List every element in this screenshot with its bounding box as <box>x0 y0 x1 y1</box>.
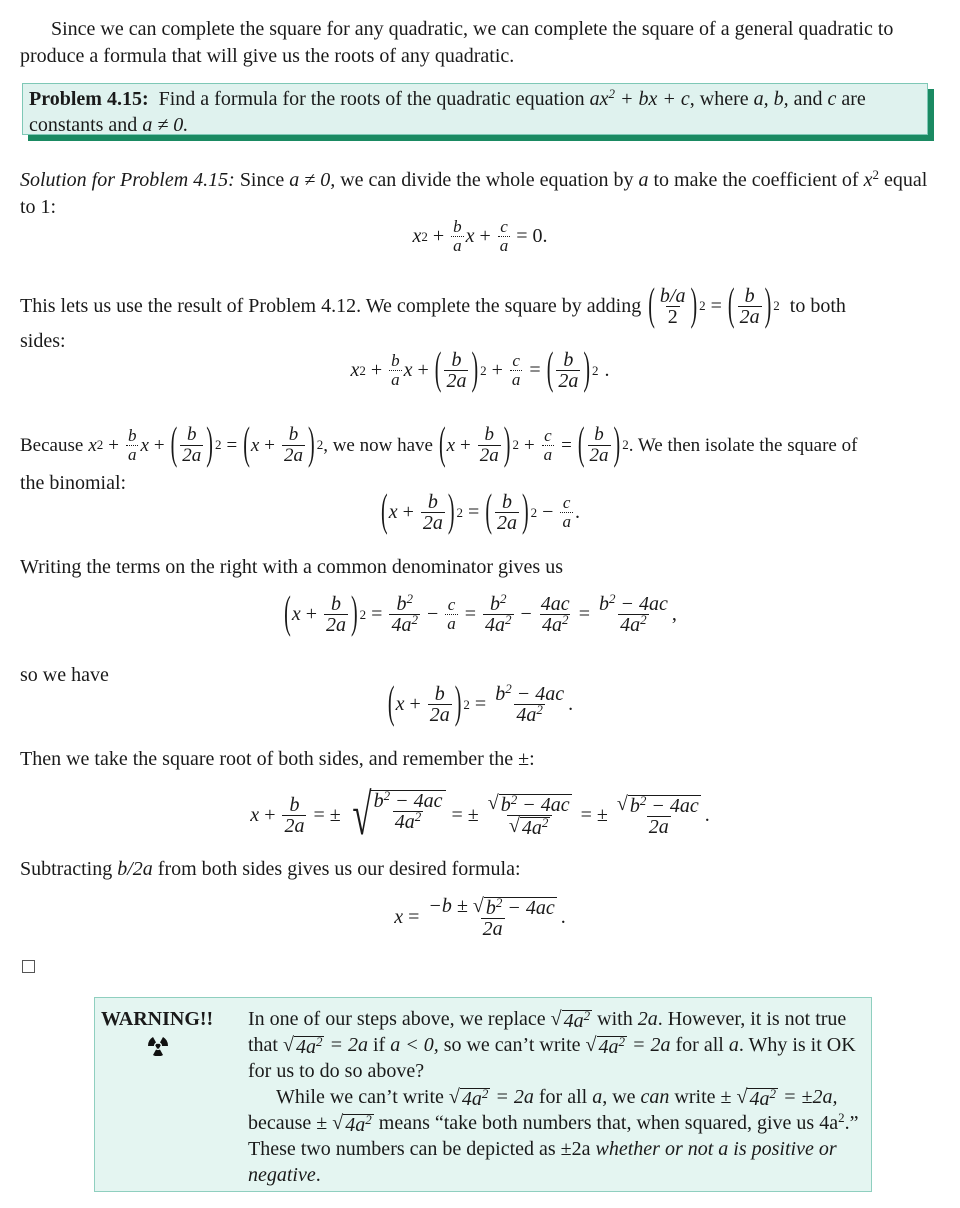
minus: − <box>520 603 532 625</box>
paren-group: ( $\frac{b}{2a}$ ) 2 <box>434 344 487 395</box>
fraction <box>389 352 402 389</box>
paragraph-text: , we now have <box>323 434 433 456</box>
warning-emphasis: can <box>640 1086 670 1108</box>
solution-paragraph <box>20 167 946 221</box>
warning-text-part: write ± <box>674 1086 732 1108</box>
plus: + <box>264 803 276 826</box>
warning-text-part: . However, it is not true that <box>248 1008 847 1056</box>
paren-group: ( $\frac{b}{2a}$ ) 2 <box>170 418 222 470</box>
denominator <box>514 701 545 726</box>
paragraph-text: to both <box>789 294 846 317</box>
numerator: c <box>447 595 456 614</box>
var-b: b <box>495 683 506 705</box>
fraction <box>444 350 468 391</box>
fraction <box>372 787 445 833</box>
radical-sign: √ <box>508 814 520 837</box>
problem-text: are constants and <box>29 88 866 136</box>
denominator: 2a <box>446 370 467 392</box>
solution-cond: a ≠ 0, <box>289 169 336 191</box>
minus: − <box>542 501 554 523</box>
numerator: b <box>453 217 462 236</box>
denominator <box>540 611 571 636</box>
denominator: a <box>562 512 571 531</box>
var-x: x <box>388 501 398 523</box>
term: 4a <box>521 816 542 839</box>
term: 4a <box>749 1088 770 1110</box>
paragraph-text: Subtracting <box>20 858 113 880</box>
plus: + <box>402 501 414 523</box>
numerator <box>372 787 445 812</box>
paragraph-text: from both sides gives us our desired formula: <box>157 858 521 880</box>
denominator: 2a <box>739 305 760 328</box>
equals: = <box>371 603 383 625</box>
equation-5 <box>0 678 960 729</box>
fraction <box>478 425 501 466</box>
var-b: b <box>500 793 511 816</box>
term: −b ± <box>428 895 468 917</box>
solution-label: Solution for Problem 4.15: <box>20 169 235 191</box>
radical-sign: √ <box>448 1086 460 1108</box>
fraction <box>389 590 420 636</box>
plus: + <box>417 359 429 381</box>
paragraph-result <box>20 278 946 334</box>
warning-math: = ±2a, <box>782 1086 838 1108</box>
equation-1: x 2 + $\frac{b}{a}$ x + $\frac{c}{a}$ = 0. <box>412 217 548 255</box>
equation-2: x 2 + $\frac{b}{a}$ x + ( $\frac{b}{2a}$ ) 2 + $\frac{c}{a}$ = ( $\frac{b}{2a}$ ) 2 . <box>350 344 610 395</box>
warning-math: = 2a <box>495 1086 534 1108</box>
fraction <box>451 218 464 255</box>
numerator <box>486 793 574 815</box>
plus: + <box>108 434 119 456</box>
solution-text: Since <box>239 169 285 191</box>
numerator: b <box>451 349 462 371</box>
term: − 4ac <box>395 790 443 812</box>
radical-sign: √ <box>736 1086 748 1108</box>
numerator: b <box>434 683 445 705</box>
numerator: b <box>391 351 400 370</box>
warning-text-part: if <box>372 1034 386 1056</box>
denominator <box>507 815 552 838</box>
paragraph-subtracting <box>20 856 946 883</box>
radical-sign: √ <box>283 1034 294 1056</box>
denominator: a <box>499 236 509 255</box>
exponent: 2 <box>505 680 512 696</box>
problem-math: $ax^2$ + bx + c <box>589 85 690 110</box>
var-b: b <box>490 593 501 615</box>
exponent: 2 <box>536 701 543 717</box>
fraction <box>126 427 139 464</box>
fraction <box>588 425 611 466</box>
warning-emphasis: whether or not a is positive or negative <box>248 1138 837 1186</box>
equals: = <box>474 693 487 715</box>
numerator <box>597 590 670 615</box>
equals-zero: = 0. <box>516 225 548 247</box>
warning-title: WARNING!! <box>101 1008 214 1030</box>
term: − 4ac <box>522 793 570 816</box>
intro-paragraph <box>20 16 946 70</box>
exponent: 2 <box>583 1007 591 1023</box>
exponent: 2 <box>406 590 413 606</box>
equation-3 <box>0 486 960 537</box>
fraction <box>560 494 573 531</box>
paren-group: ( $\frac{b}{2a}$ ) 2 <box>485 486 538 537</box>
var-x: x <box>412 225 422 247</box>
var-b: b <box>485 897 496 919</box>
qed-square-icon <box>22 960 35 973</box>
var-x: x <box>446 434 456 456</box>
term: − 4ac <box>507 897 555 919</box>
numerator: c <box>544 425 552 445</box>
var-x: x <box>394 906 404 928</box>
plus: + <box>305 603 317 625</box>
denominator: 2 <box>667 305 678 328</box>
numerator: c <box>500 217 508 236</box>
equals-plus-minus: = ± <box>451 803 479 826</box>
term: − 4ac <box>620 593 668 615</box>
numerator: b <box>288 423 299 445</box>
numerator: b <box>187 423 197 445</box>
fraction <box>493 680 566 726</box>
var-x: x <box>350 359 360 381</box>
exponent: 2 <box>315 1033 323 1049</box>
fraction <box>324 594 348 635</box>
paragraph-text: Writing the terms on the right with a common denominator gives us <box>20 556 563 578</box>
term: 4a <box>620 614 641 636</box>
paragraph-text: . We then isolate the square of <box>628 434 858 456</box>
numerator: c <box>512 351 520 370</box>
var-a: a <box>638 169 649 191</box>
warning-math: a < 0, <box>390 1034 439 1056</box>
problem-text: , where <box>689 88 749 110</box>
fraction <box>738 286 762 327</box>
var-x: x <box>250 803 260 826</box>
fraction <box>180 425 203 466</box>
fraction <box>428 684 452 725</box>
term: 4a <box>598 1036 619 1058</box>
exponent: 2 <box>365 1111 372 1127</box>
fraction <box>282 795 306 836</box>
warning-text-part: .” These two numbers can be depicted as ±2a <box>248 1112 859 1160</box>
radical-sign: √ <box>472 895 484 917</box>
term: 4a <box>563 1010 584 1032</box>
equals: = <box>468 501 480 523</box>
paren-group: ( x + $\frac{b}{2a}$ ) 2 <box>243 418 324 470</box>
equals: = <box>408 906 420 928</box>
denominator: a <box>453 236 462 255</box>
problem-box <box>22 83 928 135</box>
term: 4a <box>394 811 415 833</box>
numerator: c <box>562 493 571 512</box>
exponent: 2 <box>639 792 647 808</box>
equals-plus-minus: = ± <box>313 803 341 826</box>
radical-sign: √ <box>550 1008 562 1030</box>
denominator: a <box>447 614 456 633</box>
fraction <box>539 594 572 635</box>
term: 4a <box>391 614 412 636</box>
var-x: x <box>863 169 873 191</box>
radical-sign: √ <box>352 782 372 847</box>
numerator <box>426 896 558 918</box>
denominator: 2a <box>648 815 669 838</box>
plus: + <box>523 434 535 456</box>
var-x: x <box>403 359 413 381</box>
radiation-icon <box>147 1034 169 1056</box>
fraction <box>615 794 703 837</box>
exponent: 2 <box>414 808 422 824</box>
numerator <box>615 794 703 816</box>
problem-text: and <box>793 88 823 110</box>
warning-text-part: with <box>597 1008 633 1030</box>
warning-math: a <box>728 1034 739 1056</box>
equation-4 <box>0 588 960 639</box>
period: . <box>604 359 610 381</box>
numerator: b <box>594 423 604 445</box>
denominator: a <box>391 370 400 389</box>
fraction <box>426 896 558 939</box>
numerator: 4ac <box>540 593 570 615</box>
warning-math: = 2a <box>632 1034 671 1056</box>
var-x: x <box>140 434 149 456</box>
plus: + <box>460 434 471 456</box>
denominator: 2a <box>589 444 609 466</box>
numerator: b <box>127 425 137 445</box>
paragraph-then <box>20 746 946 773</box>
fraction <box>658 286 688 327</box>
denominator: 2a <box>429 704 450 726</box>
equation-6 <box>0 782 960 847</box>
denominator <box>389 611 420 636</box>
warning-text-part: for all <box>538 1086 588 1108</box>
term: − 4ac <box>516 683 565 705</box>
paren-group: ( $\frac{b}{2a}$ ) 2 <box>577 418 629 470</box>
warning-math: 2a <box>637 1008 658 1030</box>
period: . <box>560 906 566 928</box>
exponent: 2 <box>510 791 518 807</box>
warning-box <box>94 997 872 1192</box>
denominator: a <box>511 370 521 389</box>
period: . <box>568 693 574 715</box>
warning-text-part: While we can’t write <box>276 1086 444 1108</box>
var-b: b <box>396 593 407 615</box>
var-x: x <box>88 434 97 456</box>
paren-group: ( $\frac{b/a}{2}$ ) 2 <box>648 279 706 331</box>
paren-group: ( $\frac{b}{2a}$ ) 2 <box>546 344 599 395</box>
var-x: x <box>250 434 260 456</box>
problem-vars: a, b, <box>753 88 789 110</box>
solution-text: equal to 1: <box>20 169 928 218</box>
numerator: b <box>484 423 495 445</box>
exponent: 2 <box>383 787 391 803</box>
minus: − <box>426 603 439 625</box>
term: − 4ac <box>651 794 699 817</box>
exponent: 2 <box>561 611 569 627</box>
numerator: b <box>563 349 574 371</box>
paragraph-text: the binomial: <box>20 472 127 494</box>
radical-sign: √ <box>332 1112 344 1134</box>
paren-group: ( x + $\frac{b}{2a}$ ) 2 <box>284 588 367 639</box>
var-x: x <box>395 693 405 715</box>
paren-group: ( x + $\frac{b}{2a}$ ) 2 <box>438 418 519 470</box>
exponent: 2 <box>505 611 512 627</box>
paragraph-text: Then we take the square root of both sides, and remember the ±: <box>20 748 535 770</box>
var-x: x <box>291 603 301 625</box>
plus: + <box>264 434 276 456</box>
warning-text-part: . <box>315 1164 321 1186</box>
denominator: a <box>543 444 553 464</box>
inline-math: b/2a <box>117 858 153 880</box>
term: 4a <box>345 1114 366 1136</box>
denominator: 2a <box>326 614 346 636</box>
var-x: x <box>465 225 475 247</box>
paragraph-text: Because <box>20 434 84 456</box>
warning-text-part: because ± <box>248 1112 328 1134</box>
problem-text: Find a formula for the roots of the quadratic equation <box>158 88 585 110</box>
denominator: 2a <box>497 512 517 534</box>
term: 4a <box>461 1088 482 1110</box>
fraction <box>282 425 305 466</box>
numerator: b <box>331 593 341 615</box>
var-b: b <box>598 593 609 615</box>
radical-sign: √ <box>487 791 499 814</box>
equals: = <box>578 603 590 625</box>
solution-text: to make the coefficient of <box>653 169 859 191</box>
exponent: 2 <box>640 611 647 627</box>
warning-math: = 2a <box>329 1034 368 1056</box>
paragraph-writing <box>20 554 946 581</box>
exponent: 2 <box>481 1085 489 1101</box>
denominator: 2a <box>479 444 499 466</box>
var-b: b <box>629 794 640 817</box>
exponent: 2 <box>608 85 615 101</box>
warning-text-part: In one of our steps above, we replace <box>248 1008 546 1030</box>
radical <box>346 782 447 847</box>
denominator: 2a <box>182 444 202 466</box>
exponent: 2 <box>500 590 507 606</box>
term: 4a <box>541 614 562 636</box>
comma: , <box>671 603 677 625</box>
fraction <box>483 590 514 636</box>
quadratic-formula <box>0 896 960 939</box>
equals: = <box>561 434 572 456</box>
denominator: 2a <box>284 814 305 837</box>
fraction <box>445 596 458 633</box>
equals: = <box>529 359 541 381</box>
warning-text-part: so we can’t write <box>443 1034 581 1056</box>
exponent: 2 <box>838 1109 845 1125</box>
problem-label: Problem 4.15: <box>29 88 149 110</box>
plus: + <box>432 225 445 247</box>
plus: + <box>479 225 491 247</box>
paragraph-text: so we have <box>20 664 109 686</box>
term: 4a <box>485 614 506 636</box>
fraction <box>542 427 555 464</box>
problem-var: c <box>827 88 837 110</box>
paren-group: ( $\frac{b}{2a}$ ) 2 <box>727 279 780 331</box>
radical-sign: √ <box>585 1034 597 1056</box>
denominator: 2a <box>482 918 503 940</box>
warning-text-part: means “take both numbers that, when squared, give us 4a <box>378 1112 839 1134</box>
warning-text <box>248 1006 868 1188</box>
exponent: 2 <box>872 166 879 182</box>
exponent: 2 <box>495 894 503 910</box>
denominator <box>618 611 649 636</box>
denominator: 2a <box>558 370 579 392</box>
paragraph-text: sides: <box>20 330 66 352</box>
denominator <box>483 611 514 636</box>
numerator: b <box>289 793 300 816</box>
denominator: a <box>127 444 137 464</box>
equals: = <box>464 603 477 625</box>
warning-text-part: , we <box>602 1086 636 1108</box>
numerator: b/a <box>659 284 686 307</box>
fraction <box>486 793 574 838</box>
fraction <box>495 492 519 533</box>
warning-text-part: for all <box>675 1034 724 1056</box>
denominator: 2a <box>422 512 443 534</box>
fraction <box>498 218 511 255</box>
exponent: 2 <box>769 1085 776 1101</box>
term: 4a <box>295 1036 316 1058</box>
exponent: 2 <box>618 1033 625 1049</box>
numerator: b <box>744 284 755 307</box>
paren-group: ( x + $\frac{b}{2a}$ ) 2 <box>387 678 470 729</box>
plus: + <box>491 359 503 381</box>
exponent: 2 <box>541 814 549 830</box>
intro-text: Since we can complete the square for any quadratic, we can complete the square of a general quadratic to produce a formula that will give us the roots of any quadratic. <box>20 18 894 67</box>
radical-sign: √ <box>616 792 628 815</box>
warning-math: a <box>592 1086 603 1108</box>
equals: = <box>710 294 722 317</box>
var-b: b <box>373 790 384 812</box>
period: . <box>704 803 710 826</box>
fraction <box>421 492 445 533</box>
paragraph-text: This lets us use the result of Problem 4.12. We complete the square by adding <box>20 294 642 317</box>
plus: + <box>409 693 421 715</box>
denominator: 2a <box>284 444 304 466</box>
exponent: 2 <box>411 611 418 627</box>
denominator <box>393 808 424 833</box>
fraction <box>510 352 523 389</box>
warning-text-part: . Why is it OK for us to do so above? <box>248 1034 856 1082</box>
numerator <box>493 680 566 705</box>
fraction <box>556 350 580 391</box>
problem-condition: a ≠ 0. <box>142 114 189 136</box>
exponent: 2 <box>608 590 616 606</box>
numerator: b <box>427 491 438 513</box>
numerator: b <box>502 491 512 513</box>
plus: + <box>153 434 165 456</box>
paren-group: ( x + $\frac{b}{2a}$ ) 2 <box>381 486 464 537</box>
term: 4a <box>516 704 537 726</box>
equals: = <box>226 434 238 456</box>
fraction <box>597 590 670 636</box>
period: . <box>574 501 580 523</box>
solution-text: we can divide the whole equation by <box>340 169 634 191</box>
equals-plus-minus: = ± <box>580 803 608 826</box>
paragraph-because: Because x 2 + $\frac{b}{a}$ x + ( $\frac{b}{2a}$ ) 2 = ( x + $\frac{b}{2a}$ ) 2 , we now have ( x + $\frac{b}{2a}$ ) 2 + $\frac{c}{a}$ = ( $\frac{b}{2a}$ ) 2 . We then isolate the square of <box>20 418 858 470</box>
plus: + <box>370 359 383 381</box>
